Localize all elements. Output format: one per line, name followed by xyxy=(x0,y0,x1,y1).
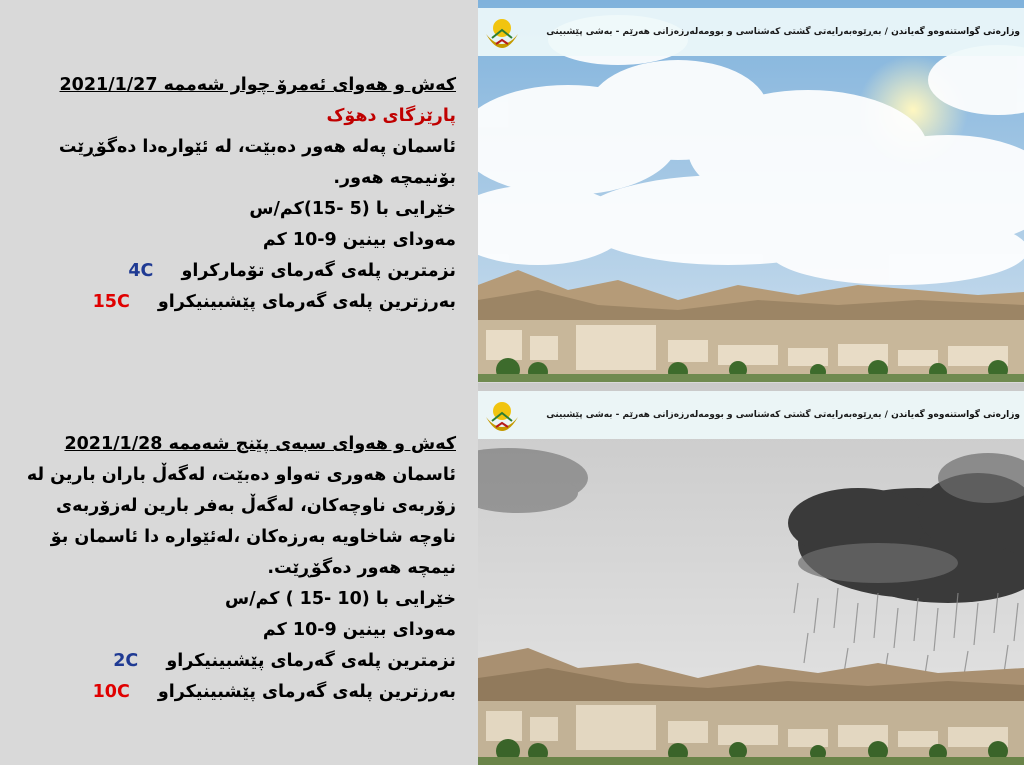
today-wind: خێرایی با (5 -15)کم/س xyxy=(249,199,456,219)
today-weather-image xyxy=(478,0,1024,382)
tomorrow-weather-image xyxy=(478,383,1024,765)
today-low-value: 4C xyxy=(128,261,154,281)
partly-cloudy-scene xyxy=(478,0,1024,382)
ministry-banner-2 xyxy=(478,391,1024,439)
today-high-row xyxy=(46,287,456,318)
kurdistan-emblem-icon xyxy=(478,8,526,56)
banner-separator-2: / xyxy=(884,410,888,420)
tomorrow-sky: ئاسمان هەوری تەواو دەبێت، لەگەڵ باران بارین لە زۆربەی ناوچەکان، لەگەڵ بەفر بارین لەزۆربەی ناوچە شاخاویە بەرزەکان ،لەئێوارە دا ئاسمان بۆ نیمچە هەور دەگۆڕێت. xyxy=(26,465,456,578)
tomorrow-low-label: نزمترین پلەی گەرمای پێشبینیکراو xyxy=(166,651,456,671)
tomorrow-forecast xyxy=(24,429,456,708)
today-district: پارێزگای دهۆک xyxy=(326,106,456,126)
banner-text xyxy=(546,27,1024,37)
today-sky: ئاسمان پەلە هەور دەبێت، لە ئێوارەدا دەگۆڕێت بۆنیمچە هەور. xyxy=(58,137,456,188)
today-forecast xyxy=(46,70,456,318)
banner-department: بەڕێوەبەرایەتی گشتی کەشناسی و بوومەلەرزەزانی هەرێم - بەشی پێشبینی xyxy=(546,27,882,37)
banner-ministry-2: وزارەتی گواستنەوەو گەیاندن xyxy=(891,410,1020,420)
tomorrow-low-row xyxy=(24,646,456,677)
tomorrow-wind: خێرایی با (10 -15 ) کم/س xyxy=(225,589,456,609)
rain-cloud-scene xyxy=(478,383,1024,765)
tomorrow-high-label: بەرزترین پلەی گەرمای پێشبینیکراو xyxy=(157,682,456,702)
today-high-value: 15C xyxy=(92,292,130,312)
banner-separator: / xyxy=(884,27,888,37)
forecast-panel xyxy=(0,0,478,765)
ministry-banner xyxy=(478,8,1024,56)
tomorrow-high-row xyxy=(24,677,456,708)
today-title: کەش و هەوای ئەمرۆ چوار شەممە 2021/1/27 xyxy=(59,75,456,95)
today-visibility: مەودای بینین 9-10 کم xyxy=(262,230,456,250)
tomorrow-title: کەش و هەوای سبەی پێنج شەممە 2021/1/28 xyxy=(64,434,456,454)
tomorrow-high-value: 10C xyxy=(92,682,130,702)
today-low-label: نزمترین پلەی گەرمای تۆمارکراو xyxy=(181,261,456,281)
banner-text-2 xyxy=(546,410,1024,420)
today-low-row xyxy=(46,256,456,287)
today-high-label: بەرزترین پلەی گەرمای پێشبینیکراو xyxy=(157,292,456,312)
banner-department-2: بەڕێوەبەرایەتی گشتی کەشناسی و بوومەلەرزەزانی هەرێم - بەشی پێشبینی xyxy=(546,410,882,420)
kurdistan-emblem-icon xyxy=(478,391,526,439)
tomorrow-low-value: 2C xyxy=(113,651,139,671)
banner-ministry: وزارەتی گواستنەوەو گەیاندن xyxy=(891,27,1020,37)
tomorrow-visibility: مەودای بینین 9-10 کم xyxy=(262,620,456,640)
